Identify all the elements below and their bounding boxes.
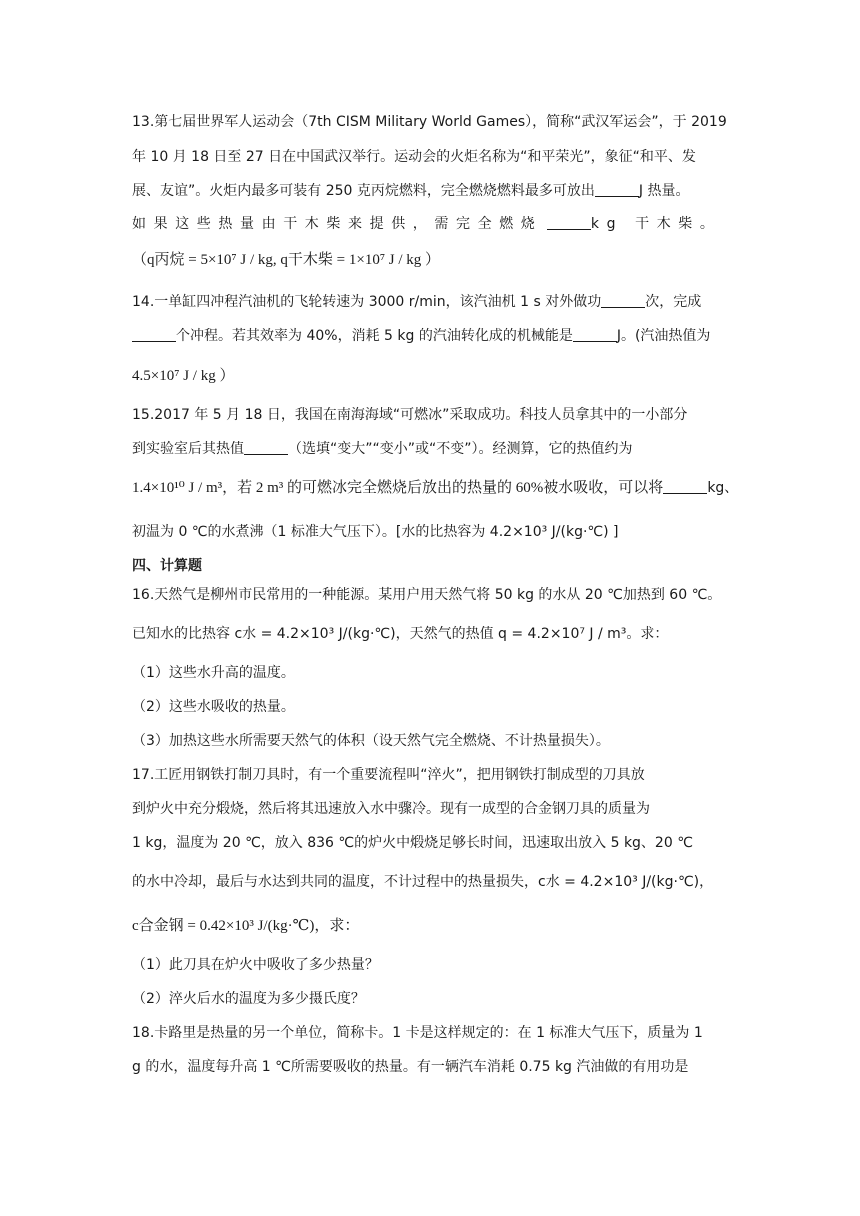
section-heading: 四、计算题: [132, 558, 202, 574]
q14-line-1-text: 14.一单缸四冲程汽油机的飞轮转速为 3000 r/min，该汽油机 1 s 对外做功: [132, 294, 602, 310]
q15-line-2: [132, 439, 633, 459]
answer-blank[interactable]: [244, 440, 288, 455]
q13-line-3-text: 展、友谊”。火炬内最多可装有 250 克丙烷燃料，完全燃烧燃料最多可放出: [132, 183, 595, 199]
q17-line-2: 到炉火中充分煅烧，然后将其迅速放入水中骤冷。现有一成型的合金钢刀具的质量为: [132, 801, 650, 817]
q17-line-1: 17.工匠用钢铁打制刀具时，有一个重要流程叫“淬火”，把用钢铁打制成型的刀具放: [132, 767, 645, 783]
answer-blank[interactable]: [601, 293, 645, 308]
q14-line-2-text: 个冲程。若其效率为 40%，消耗 5 kg 的汽油转化成的机械能是: [176, 328, 573, 344]
q13-line-3-tail: J 热量。: [638, 183, 690, 199]
q13-line-3: [132, 181, 689, 201]
q13-line-2: 年 10 月 18 日至 27 日在中国武汉举行。运动会的火炬名称为“和平荣光”，象征“和平、发: [132, 149, 696, 165]
q17-line-5: c合金钢 = 0.42×10³ J/(kg·℃)，求：: [132, 918, 360, 934]
q13-formula: （q丙烷 = 5×10⁷ J / kg, q干木柴 = 1×10⁷ J / kg ）: [132, 252, 441, 268]
q13-line-4: [132, 214, 722, 234]
q16-subquestion-1: （1）这些水升高的温度。: [132, 665, 295, 681]
q15-line-3: [132, 478, 738, 498]
q18-line-2: g 的水，温度每升高 1 ℃所需要吸收的热量。有一辆汽车消耗 0.75 kg 汽油做的有用功是: [132, 1059, 689, 1075]
q13-line-4-tail: kg 干木柴。: [590, 216, 722, 232]
q16-line-2: 已知水的比热容 c水 = 4.2×10³ J/(kg·℃)，天然气的热值 q = 4.2×10⁷ J / m³。求：: [132, 626, 669, 642]
q14-line-2-tail: J。(汽油热值为: [616, 328, 711, 344]
q15-line-2-text: 到实验室后其热值: [132, 441, 244, 457]
q14-line-1: [132, 292, 701, 312]
q14-formula: 4.5×10⁷ J / kg ）: [132, 368, 235, 384]
q15-line-3-tail: kg、: [707, 480, 739, 496]
answer-blank[interactable]: [663, 479, 707, 494]
q17-line-4: 的水中冷却，最后与水达到共同的温度，不计过程中的热量损失，c水 = 4.2×10³ J/(kg·℃)，: [132, 874, 714, 890]
q14-line-2: [132, 326, 710, 346]
q15-line-4: 初温为 0 ℃的水煮沸（1 标准大气压下）。[水的比热容为 4.2×10³ J/(kg·℃) ]: [132, 524, 619, 540]
answer-blank[interactable]: [573, 327, 617, 342]
q15-line-2-tail: （选填“变大”“变小”或“不变”）。经测算，它的热值约为: [288, 441, 633, 457]
q15-line-1: 15.2017 年 5 月 18 日，我国在南海海域“可燃冰”采取成功。科技人员拿其中的一小部分: [132, 407, 688, 423]
q14-line-1-tail: 次，完成: [645, 294, 702, 310]
answer-blank[interactable]: [547, 215, 591, 230]
q17-line-3: 1 kg，温度为 20 ℃，放入 836 ℃的炉火中煅烧足够长时间，迅速取出放入 5 kg、20 ℃: [132, 835, 693, 851]
q13-line-4-text: 如果这些热量由干木柴来提供，需完全燃烧: [132, 216, 543, 232]
q15-line-3-text: 1.4×10¹⁰ J / m³，若 2 m³ 的可燃冰完全燃烧后放出的热量的 60%被水吸收，可以将: [132, 480, 664, 496]
answer-blank[interactable]: [595, 182, 639, 197]
q13-line-1: 13.第七届世界军人运动会（7th CISM Military World Games），简称“武汉军运会”，于 2019: [132, 114, 727, 130]
q16-subquestion-2: （2）这些水吸收的热量。: [132, 699, 295, 715]
q18-line-1: 18.卡路里是热量的另一个单位，简称卡。1 卡是这样规定的：在 1 标准大气压下，质量为 1: [132, 1025, 703, 1041]
answer-blank[interactable]: [132, 327, 176, 342]
q17-subquestion-2: （2）淬火后水的温度为多少摄氏度？: [132, 991, 365, 1007]
q17-subquestion-1: （1）此刀具在炉火中吸收了多少热量？: [132, 957, 379, 973]
q16-line-1: 16.天然气是柳州市民常用的一种能源。某用户用天然气将 50 kg 的水从 20 ℃加热到 60 ℃。: [132, 587, 722, 603]
q16-subquestion-3: （3）加热这些水所需要天然气的体积（设天然气完全燃烧、不计热量损失）。: [132, 733, 610, 749]
